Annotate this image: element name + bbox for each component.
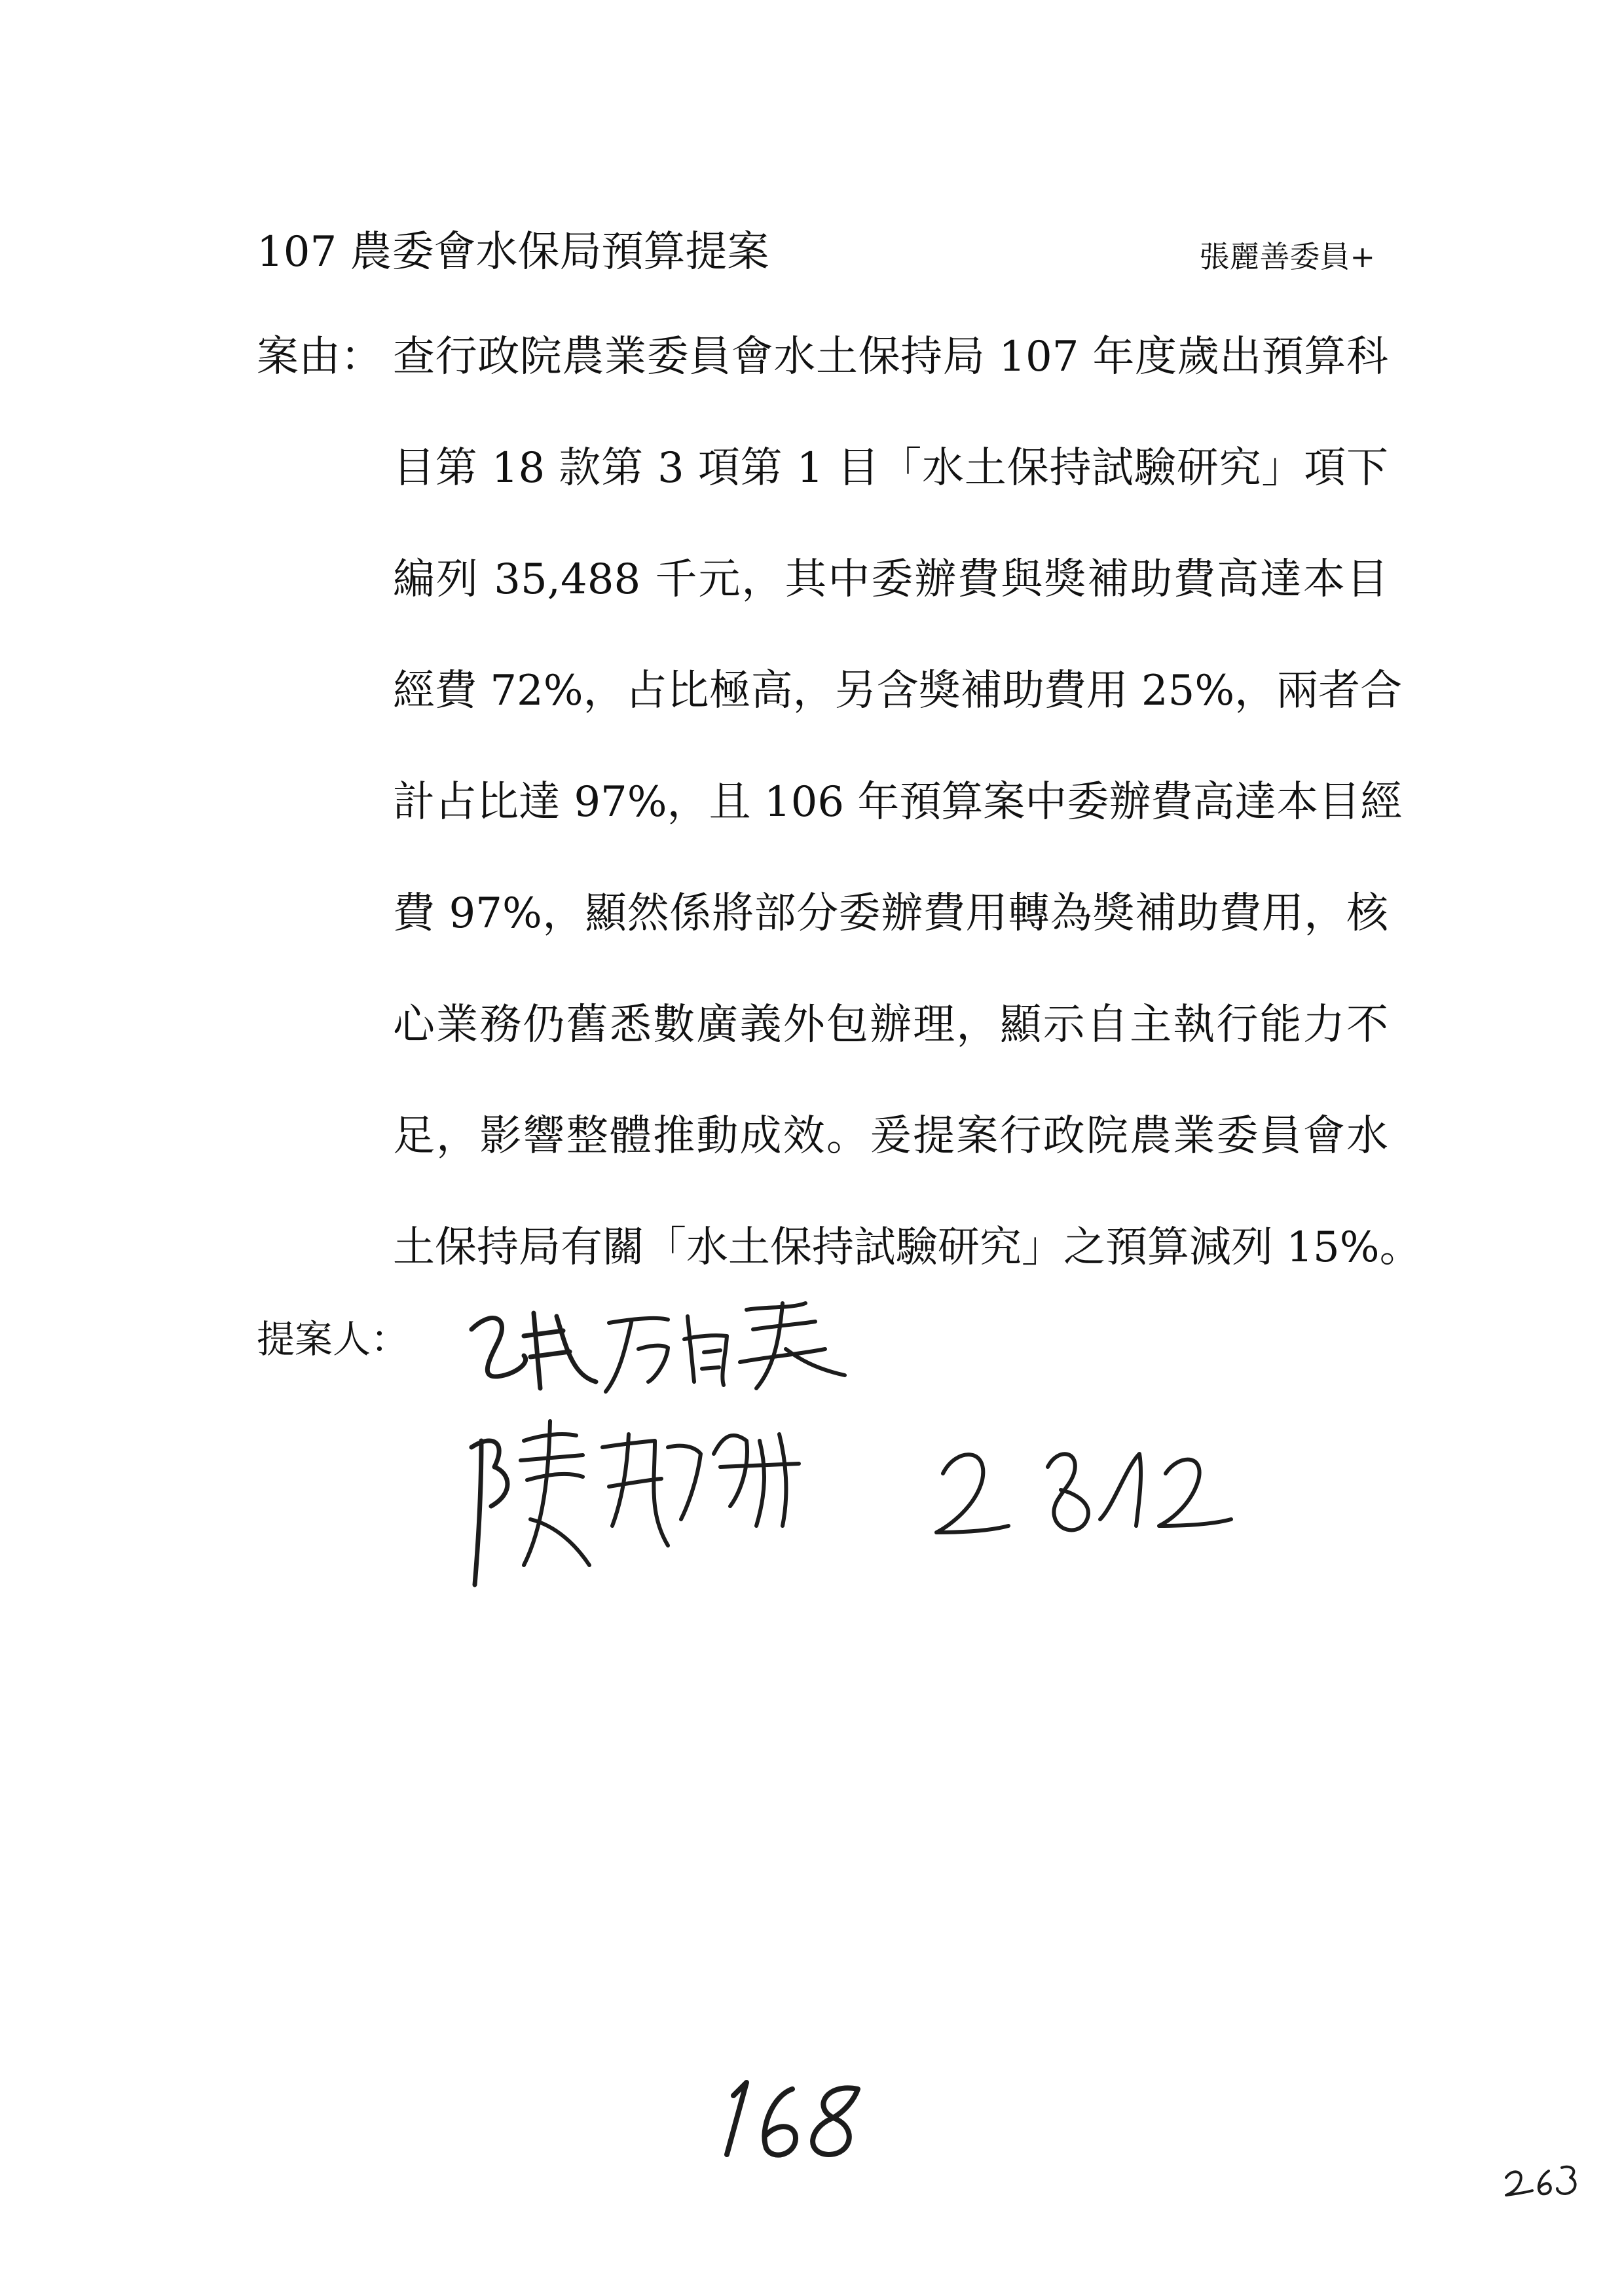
signature-1 [458, 1284, 864, 1401]
handwritten-corner-mark [1500, 2155, 1585, 2207]
signature-2 [458, 1395, 825, 1591]
reason-line: 費 97%，顯然係將部分委辦費用轉為獎補助費用，核 [393, 889, 1388, 938]
handwritten-page-number [714, 2069, 884, 2168]
reason-line: 查行政院農業委員會水土保持局 107 年度歲出預算科 [393, 333, 1388, 381]
proposer-label: 提案人： [257, 1317, 409, 1361]
reason-line: 足，影響整體推動成效。爰提案行政院農業委員會水 [393, 1112, 1388, 1160]
reason-line: 目第 18 款第 3 項第 1 目「水土保持試驗研究」項下 [393, 444, 1388, 492]
reason-line: 土保持局有關「水土保持試驗研究」之預算減列 15%。 [393, 1223, 1422, 1272]
reason-line: 編列 35,488 千元，其中委辦費與獎補助費高達本目 [393, 555, 1388, 604]
reason-label: 案由： [257, 333, 382, 381]
document-title: 107 農委會水保局預算提案 [257, 228, 769, 276]
reason-line: 經費 72%，占比極高，另含獎補助費用 25%，兩者合 [393, 667, 1403, 715]
sponsor-name: 張麗善委員+ [1199, 239, 1375, 274]
signature-initials [917, 1428, 1244, 1559]
reason-line: 計占比達 97%，且 106 年預算案中委辦費高達本目經 [393, 778, 1403, 826]
reason-line: 心業務仍舊悉數廣義外包辦理，顯示自主執行能力不 [393, 1001, 1388, 1049]
